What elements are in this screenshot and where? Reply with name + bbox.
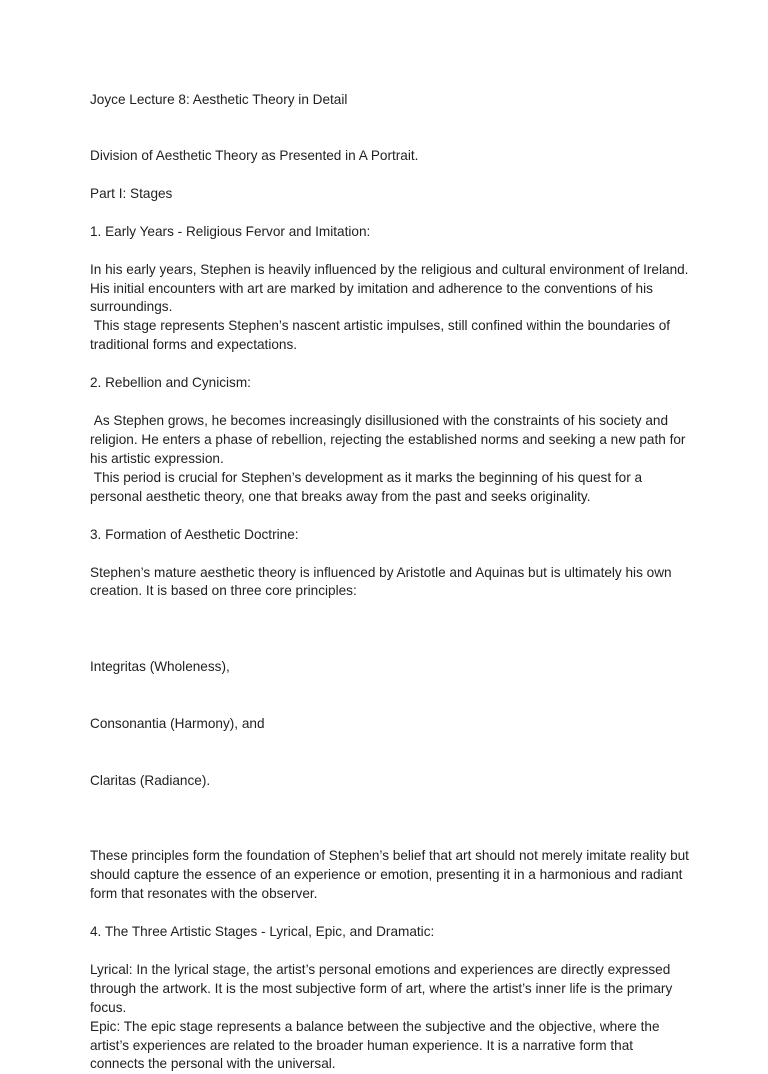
epic-paragraph: Epic: The epic stage represents a balance between the subjective and the objective, where the artist’s experiences are related to the broader human experience. It is a narrative form that connects the personal with the universal. xyxy=(90,1018,664,1072)
stage1-heading: 1. Early Years - Religious Fervor and Imitation: xyxy=(90,223,371,239)
stage1-paragraph-2: This stage represents Stephen’s nascent artistic impulses, still confined within the boundaries of traditional forms and expectations. xyxy=(90,318,674,353)
principle-item: Claritas (Radiance). xyxy=(90,772,211,788)
stage2-heading: 2. Rebellion and Cynicism: xyxy=(90,375,251,391)
principle-item: Integritas (Wholeness), xyxy=(90,659,230,675)
stage3-conclusion: These principles form the foundation of Stephen’s belief that art should not merely imitate reality but should capture the essence of an experience or emotion, presenting it in a harmonious and radiant form that resonates with the observer. xyxy=(90,848,693,902)
part-heading: Part I: Stages xyxy=(90,185,173,201)
lyrical-paragraph: Lyrical: In the lyrical stage, the artist’s personal emotions and experiences are directly expressed through the artwork. It is the most subjective form of art, where the artist’s inner life is the primary focus. xyxy=(90,961,677,1015)
stage4-heading: 4. The Three Artistic Stages - Lyrical, Epic, and Dramatic: xyxy=(90,924,435,939)
stage3-intro: Stephen’s mature aesthetic theory is influenced by Aristotle and Aquinas but is ultimately his own creation. It is based on three core principles: xyxy=(90,564,676,599)
principles-list xyxy=(90,620,690,828)
stage2-paragraph-2: This period is crucial for Stephen’s development as it marks the beginning of his quest for a personal aesthetic theory, one that breaks away from the past and seeks originality. xyxy=(90,469,646,504)
document-body xyxy=(90,91,693,1074)
stage2-paragraph-1: As Stephen grows, he becomes increasingly disillusioned with the constraints of his society and religion. He enters a phase of rebellion, rejecting the established norms and seeking a new path for his artistic expression. xyxy=(90,413,690,466)
stage3-heading: 3. Formation of Aesthetic Doctrine: xyxy=(90,526,299,542)
principle-item: Consonantia (Harmony), and xyxy=(90,715,265,731)
division-heading: Division of Aesthetic Theory as Presented in A Portrait. xyxy=(90,147,419,163)
stage1-paragraph-1: In his early years, Stephen is heavily influenced by the religious and cultural environment of Ireland. His initial encounters with art are marked by imitation and adherence to the conventions of his surroundings. xyxy=(90,261,693,315)
document-title: Joyce Lecture 8: Aesthetic Theory in Detail xyxy=(90,92,348,107)
